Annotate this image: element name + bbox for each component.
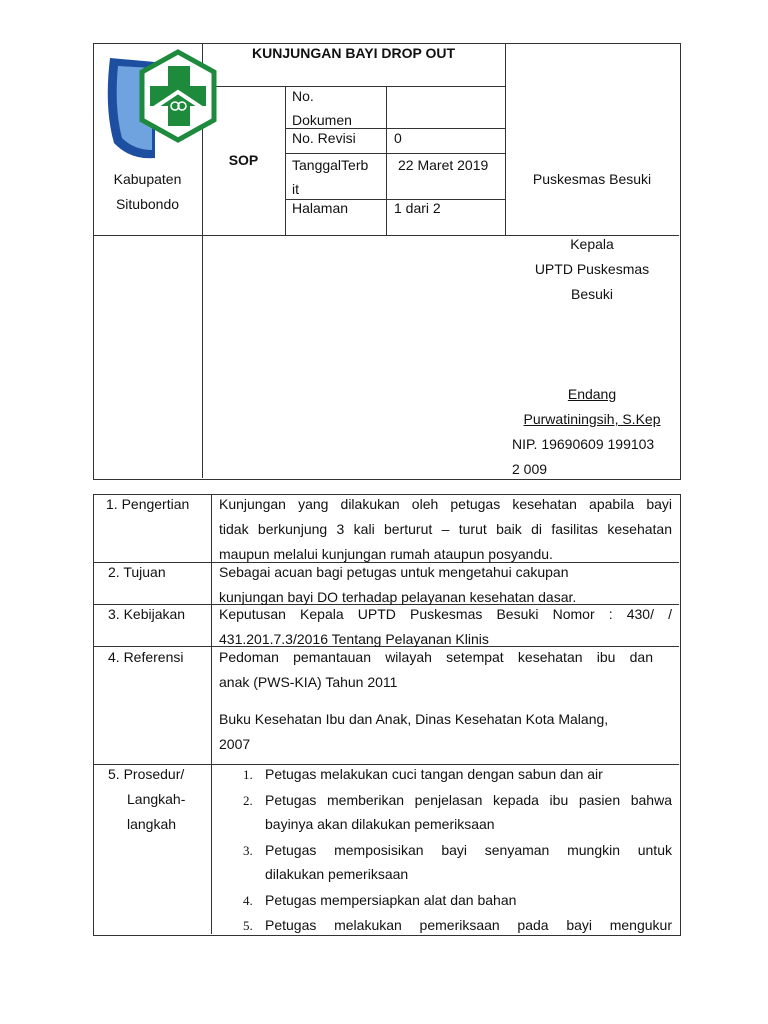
field-label-no-dokumen-1: No. <box>292 88 314 104</box>
puskesmas-name: Puskesmas Besuki <box>532 171 652 187</box>
section-label: 2. Tujuan <box>108 564 166 580</box>
signature-name-1: Endang <box>567 386 617 402</box>
field-label-no-dokumen-2: Dokumen <box>292 112 352 128</box>
field-label-tanggal-2: it <box>292 181 299 197</box>
field-label-halaman: Halaman <box>292 200 349 216</box>
step-number: 4. <box>243 893 253 908</box>
signature-nip-1: NIP. 19690609 199103 <box>512 436 655 452</box>
field-label-no-revisi: No. Revisi <box>292 130 356 146</box>
section-line: anak (PWS-KIA) Tahun 2011 <box>219 674 398 690</box>
sop-label: SOP <box>228 152 259 168</box>
regency-line-2: Situbondo <box>115 196 180 212</box>
field-label-tanggal-1: TanggalTerb <box>292 157 369 173</box>
section-label: 1. Pengertian <box>106 496 190 512</box>
signature-name-2: Purwatiningsih, S.Kep <box>523 411 661 427</box>
field-value-no-revisi: 0 <box>394 130 402 146</box>
section-label: 3. Kebijakan <box>108 606 186 622</box>
signature-title-3: Besuki <box>570 286 614 302</box>
step-line: dilakukan pemeriksaan <box>265 866 409 882</box>
step-number: 3. <box>243 843 253 858</box>
step-number: 1. <box>243 767 253 782</box>
step-line: Petugas memberikan penjelasan kepada ibu pasien bahwa <box>265 792 672 808</box>
step-line: Petugas melakukan pemeriksaan pada bayi mengukur <box>265 917 672 933</box>
field-value-tanggal: 22 Maret 2019 <box>398 157 489 173</box>
signature-nip-2: 2 009 <box>512 461 548 477</box>
document-title: KUNJUNGAN BAYI DROP OUT <box>251 45 456 61</box>
section-line: Kunjungan yang dilakukan oleh petugas kesehatan apabila bayi <box>219 496 672 512</box>
section-line: kunjungan bayi DO terhadap pelayanan kesehatan dasar. <box>219 589 577 605</box>
signature-title-1: Kepala <box>570 236 614 252</box>
regency-line-1: Kabupaten <box>113 171 182 187</box>
section-label: Langkah- <box>127 791 186 807</box>
step-line: Petugas memposisikan bayi senyaman mungkin untuk <box>265 842 672 858</box>
section-label: 5. Prosedur/ <box>108 766 185 782</box>
section-line: maupun melalui kunjungan rumah ataupun posyandu. <box>219 546 553 562</box>
section-line: Pedoman pemantauan wilayah setempat kesehatan ibu dan <box>219 649 653 665</box>
section-line: 2007 <box>219 736 251 752</box>
section-line: Buku Kesehatan Ibu dan Anak, Dinas Kesehatan Kota Malang, <box>219 711 609 727</box>
section-line: Keputusan Kepala UPTD Puskesmas Besuki Nomor : 430/ / <box>219 606 672 622</box>
step-number: 5. <box>243 918 253 933</box>
section-line: tidak berkunjung 3 kali berturut – turut baik di fasilitas kesehatan <box>219 521 672 537</box>
signature-title-2: UPTD Puskesmas <box>534 261 650 277</box>
step-line: Petugas melakukan cuci tangan dengan sabun dan air <box>265 766 603 782</box>
section-line: 431.201.7.3/2016 Tentang Pelayanan Klinis <box>219 631 489 647</box>
step-line: bayinya akan dilakukan pemeriksaan <box>265 816 495 832</box>
section-line: Sebagai acuan bagi petugas untuk mengetahui cakupan <box>219 564 569 580</box>
step-number: 2. <box>243 793 253 808</box>
step-line: Petugas mempersiapkan alat dan bahan <box>265 892 517 908</box>
field-value-halaman: 1 dari 2 <box>394 200 441 216</box>
section-label: 4. Referensi <box>108 649 184 665</box>
section-label: langkah <box>127 816 177 832</box>
